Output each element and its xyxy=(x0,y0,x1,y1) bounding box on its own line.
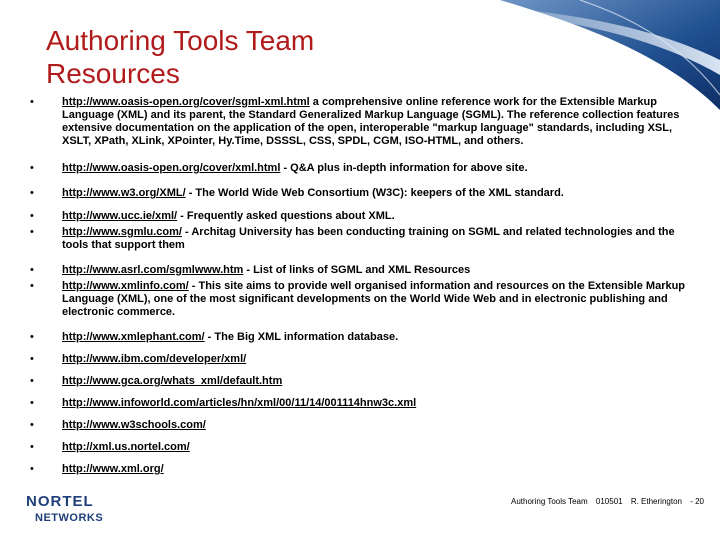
corner-swoosh-decoration xyxy=(460,0,720,110)
footer xyxy=(505,497,704,507)
resource-link[interactable]: http://www.asrl.com/sgmlwww.htm xyxy=(62,264,244,276)
resource-description: a comprehensive online reference work for the Extensible Markup Language (XML) and its parent, the Standard Generalized Markup Language (SGML). The reference collection features extensive documentation on the application of the open, interoperable "markup language" standards, including XSL, XSLT, XPath, XLink, XPointer, Hy.Time, DSSSL, CSS, SPDL, CGM, ISO-HTML, and others. xyxy=(62,96,680,147)
resource-link[interactable]: http://www.xml.org/ xyxy=(62,463,164,475)
list-item xyxy=(30,331,690,344)
list-item xyxy=(30,226,690,252)
footer-author: R. Etherington xyxy=(630,497,682,506)
resource-link[interactable]: http://www.w3schools.com/ xyxy=(62,419,206,431)
list-item xyxy=(30,280,690,319)
list-item xyxy=(30,96,690,148)
title-line-2: Resources xyxy=(46,58,180,89)
bullet-icon: • xyxy=(30,331,34,343)
resource-description: - The Big XML information database. xyxy=(204,331,399,343)
page-number: - 20 xyxy=(690,497,704,506)
bullet-icon: • xyxy=(30,353,34,365)
resource-link[interactable]: http://www.oasis-open.org/cover/sgml-xml.html xyxy=(62,96,310,108)
resource-description: - List of links of SGML and XML Resources xyxy=(243,264,471,276)
bullet-icon: • xyxy=(30,96,34,108)
list-item xyxy=(30,397,690,410)
logo-line-2: NETWORKS xyxy=(35,512,104,524)
bullet-icon: • xyxy=(30,375,34,387)
bullet-icon: • xyxy=(30,264,34,276)
list-item xyxy=(30,353,690,366)
list-item xyxy=(30,210,690,223)
resource-description: - The World Wide Web Consortium (W3C): keepers of the XML standard. xyxy=(185,187,564,199)
bullet-icon: • xyxy=(30,397,34,409)
list-item xyxy=(30,375,690,388)
list-item xyxy=(30,162,690,175)
bullet-icon: • xyxy=(30,463,34,475)
resource-description: - Q&A plus in-depth information for above site. xyxy=(280,162,528,174)
page-title xyxy=(46,24,314,90)
resource-link[interactable]: http://www.oasis-open.org/cover/xml.html xyxy=(62,162,281,174)
resource-link[interactable]: http://www.sgmlu.com/ xyxy=(62,226,182,238)
resource-link[interactable]: http://www.ucc.ie/xml/ xyxy=(62,210,178,222)
resource-description: - Architag University has been conducting training on SGML and related technologies and the tools that support them xyxy=(62,226,675,251)
logo-line-1: NORTEL xyxy=(26,493,94,510)
bullet-icon: • xyxy=(30,419,34,431)
nortel-networks-logo xyxy=(26,492,146,526)
resource-link[interactable]: http://www.infoworld.com/articles/hn/xml/00/11/14/001114hnw3c.xml xyxy=(62,397,417,409)
resource-list xyxy=(30,96,690,476)
list-item xyxy=(30,463,690,476)
resource-link[interactable]: http://www.ibm.com/developer/xml/ xyxy=(62,353,247,365)
resource-link[interactable]: http://www.xmlephant.com/ xyxy=(62,331,205,343)
list-item xyxy=(30,441,690,454)
resource-link[interactable]: http://xml.us.nortel.com/ xyxy=(62,441,190,453)
resource-link[interactable]: http://www.xmlinfo.com/ xyxy=(62,280,189,292)
bullet-icon: • xyxy=(30,441,34,453)
resource-description: - Frequently asked questions about XML. xyxy=(177,210,395,222)
footer-label: Authoring Tools Team xyxy=(511,497,588,506)
resource-link[interactable]: http://www.gca.org/whats_xml/default.htm xyxy=(62,375,283,387)
title-line-1: Authoring Tools Team xyxy=(46,25,315,56)
bullet-icon: • xyxy=(30,162,34,174)
resource-link[interactable]: http://www.w3.org/XML/ xyxy=(62,187,186,199)
bullet-icon: • xyxy=(30,226,34,238)
bullet-icon: • xyxy=(30,187,34,199)
list-item xyxy=(30,187,690,200)
resource-description: - This site aims to provide well organised information and resources on the Extensible Markup Language (XML), one of the most significant developments on the World Wide Web and in electronic publishing and electronic commerce. xyxy=(62,280,686,318)
list-item xyxy=(30,264,690,277)
list-item xyxy=(30,419,690,432)
bullet-icon: • xyxy=(30,210,34,222)
footer-date: 010501 xyxy=(595,497,623,506)
bullet-icon: • xyxy=(30,280,34,292)
